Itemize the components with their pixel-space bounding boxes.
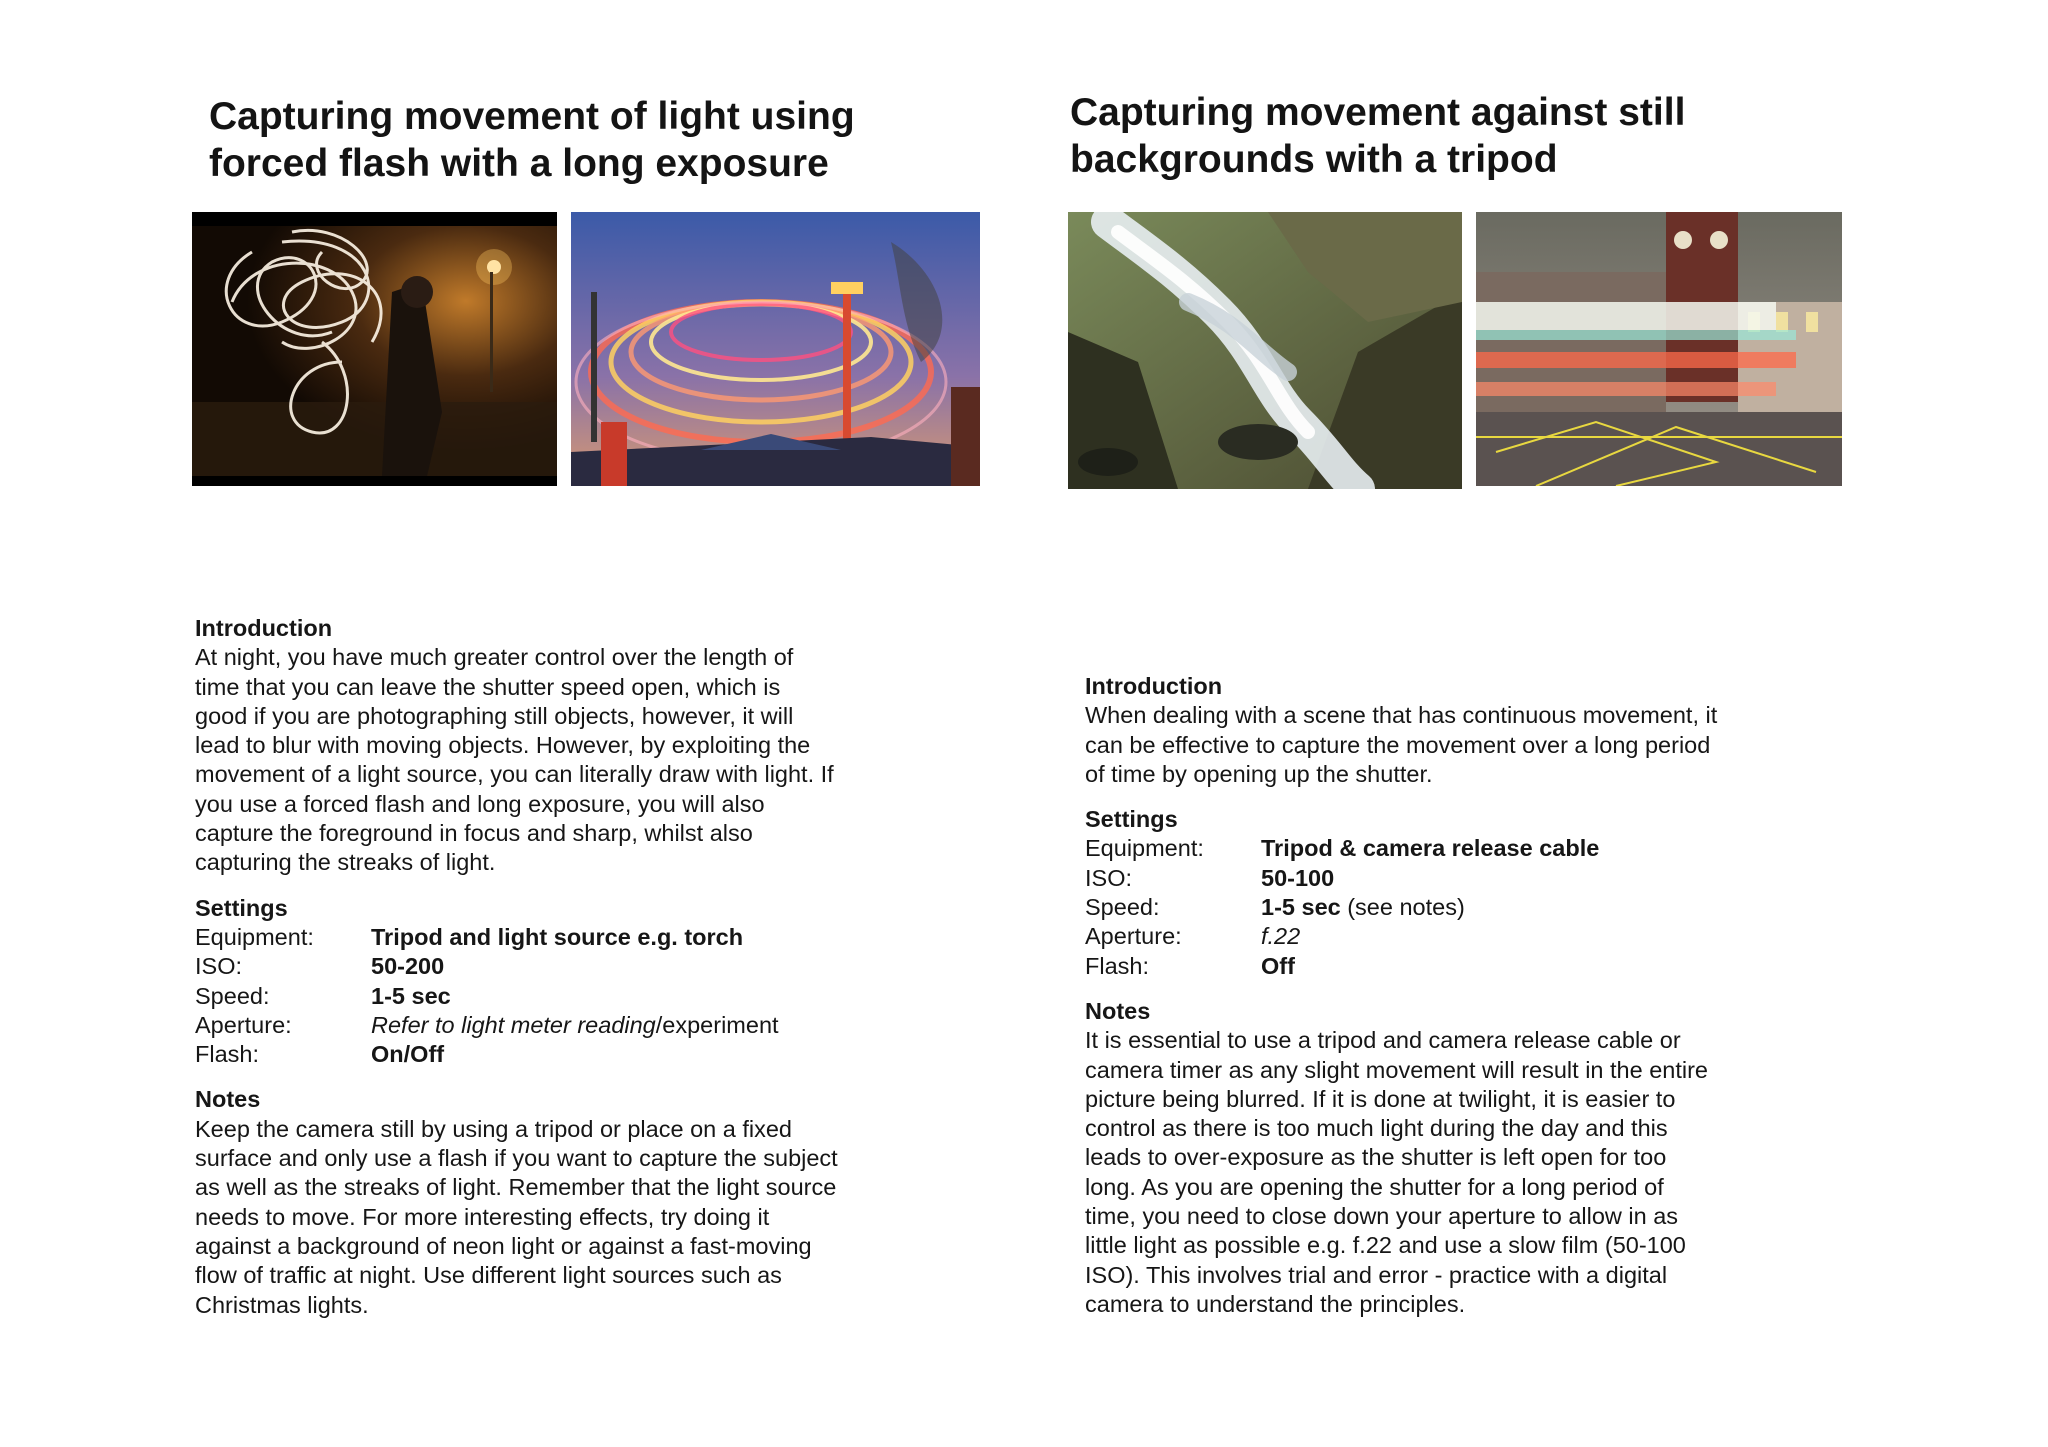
settings-value: On/Off [371,1041,445,1068]
left-intro-text [195,643,895,877]
intro-line: you use a forced flash and long exposure, you will also [195,790,765,817]
settings-row-aperture [195,1011,895,1040]
settings-label: Aperture: [195,1011,292,1038]
right-notes-text [1085,1026,1785,1319]
light-painting-photo [192,212,557,486]
settings-row-flash [195,1040,895,1069]
left-body [195,614,895,1320]
notes-line: long. As you are opening the shutter for a long period of [1085,1173,1664,1200]
intro-line: good if you are photographing still objects, however, it will [195,702,794,729]
notes-line: camera timer as any slight movement will result in the entire [1085,1056,1708,1083]
intro-line: capture the foreground in focus and sharp, whilst also [195,820,753,847]
notes-line: camera to understand the principles. [1085,1290,1466,1317]
right-settings-table [1085,834,1785,980]
right-body [1085,672,1785,1319]
left-intro-heading: Introduction [195,615,333,641]
settings-label: ISO: [195,953,243,980]
left-title-line1: Capturing movement of light using [209,95,855,138]
notes-line: little light as possible e.g. f.22 and use a slow film (50-100 [1085,1232,1686,1259]
right-settings-heading: Settings [1085,806,1178,833]
settings-value [371,1011,779,1040]
right-intro-heading: Introduction [1085,673,1223,699]
fairground-ride-photo [571,212,980,486]
notes-line: against a background of neon light or against a fast-moving [195,1232,812,1259]
settings-value: Off [1261,952,1295,979]
intro-line: movement of a light source, you can literally draw with light. If [195,761,834,788]
settings-value: Tripod and light source e.g. torch [371,923,744,950]
settings-row-equipment [1085,834,1785,863]
notes-line: surface and only use a flash if you want to capture the subject [195,1145,838,1172]
settings-row-speed [1085,893,1785,922]
intro-line: When dealing with a scene that has continuous movement, it [1085,702,1718,729]
settings-label: Flash: [195,1041,259,1068]
notes-line: picture being blurred. If it is done at twilight, it is easier to [1085,1085,1676,1112]
speed-value: 1-5 sec [1261,894,1341,921]
settings-label: Aperture: [1085,923,1182,950]
intro-line: time that you can leave the shutter speed open, which is [195,673,781,700]
settings-value: Tripod & camera release cable [1261,835,1600,862]
left-settings-heading: Settings [195,894,288,921]
intro-line: can be effective to capture the movement over a long period [1085,731,1711,758]
settings-label: Equipment: [1085,835,1204,862]
settings-value: 50-100 [1261,864,1335,891]
settings-label: Equipment: [195,923,314,950]
waterfall-photo [1068,212,1462,489]
settings-label: Flash: [1085,952,1149,979]
settings-row-aperture [1085,922,1785,951]
left-settings-table [195,923,895,1069]
notes-line: Keep the camera still by using a tripod or place on a fixed [195,1115,792,1142]
settings-row-speed [195,982,895,1011]
right-intro-text [1085,701,1785,789]
settings-row-iso [1085,864,1785,893]
aperture-value-italic: Refer to light meter reading [371,1011,656,1038]
speed-note: (see notes) [1340,894,1465,921]
left-title-line2: forced flash with a long exposure [209,142,829,185]
notes-line: Christmas lights. [195,1291,369,1318]
notes-line: needs to move. For more interesting effects, try doing it [195,1203,770,1230]
left-notes-heading: Notes [195,1086,261,1113]
notes-line: leads to over-exposure as the shutter is left open for too [1085,1144,1667,1171]
notes-line: control as there is too much light during the day and this [1085,1115,1668,1142]
notes-line: ISO). This involves trial and error - practice with a digital [1085,1261,1668,1288]
settings-label: Speed: [1085,894,1160,921]
intro-line: At night, you have much greater control over the length of [195,644,794,671]
notes-line: It is essential to use a tripod and camera release cable or [1085,1027,1681,1054]
settings-value [1261,893,1465,922]
intro-line: of time by opening up the shutter. [1085,760,1433,787]
right-title [1070,89,1830,183]
clock-tower-street-photo [1476,212,1842,486]
settings-row-flash [1085,952,1785,981]
left-title [209,93,969,187]
intro-line: capturing the streaks of light. [195,849,496,876]
settings-row-iso [195,952,895,981]
settings-value: 50-200 [371,953,445,980]
right-title-line1: Capturing movement against still [1070,91,1686,134]
settings-label: Speed: [195,982,270,1009]
settings-row-equipment [195,923,895,952]
aperture-value-rest: /experiment [655,1011,779,1038]
right-title-line2: backgrounds with a tripod [1070,138,1558,181]
settings-value: f.22 [1261,923,1301,950]
notes-line: time, you need to close down your aperture to allow in as [1085,1203,1679,1230]
notes-line: flow of traffic at night. Use different light sources such as [195,1262,782,1289]
settings-value: 1-5 sec [371,982,451,1009]
intro-line: lead to blur with moving objects. However, by exploiting the [195,732,811,759]
left-notes-text [195,1115,895,1320]
settings-label: ISO: [1085,864,1133,891]
right-notes-heading: Notes [1085,997,1151,1024]
notes-line: as well as the streaks of light. Remember that the light source [195,1174,837,1201]
